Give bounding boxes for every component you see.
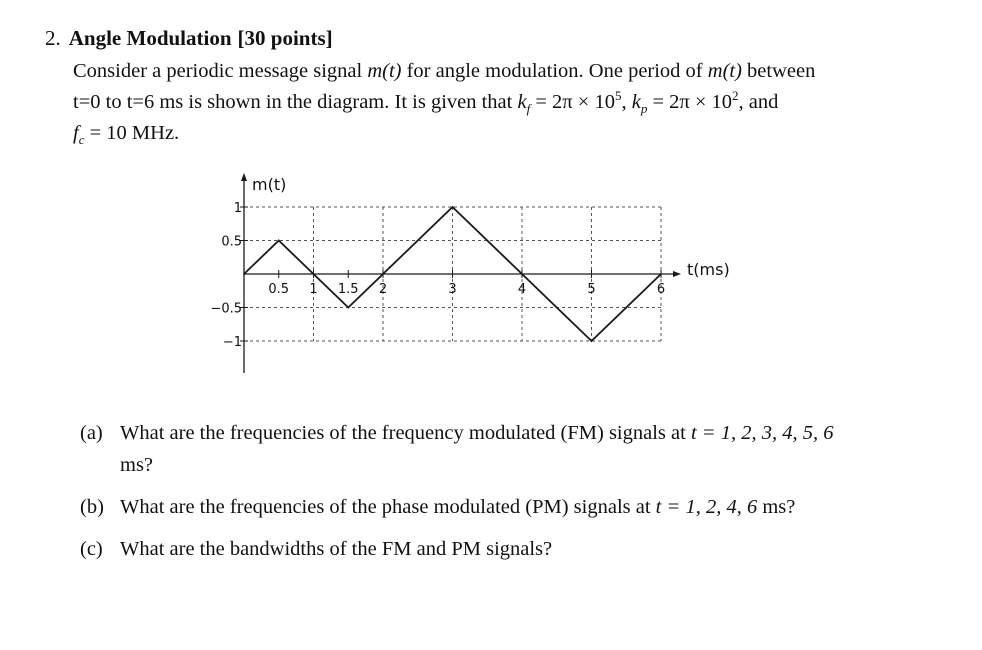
problem-title: Angle Modulation [68, 26, 232, 50]
question-text: What are the frequencies of the phase modulated (PM) signals at [120, 496, 656, 518]
question-tail: ms? [757, 496, 796, 518]
problem-heading [45, 26, 333, 51]
intro-text: Consider a periodic message signal [73, 60, 368, 82]
y-axis-label: m(t) [252, 175, 287, 194]
tick-layer [210, 201, 665, 350]
fc-value: = 10 MHz. [84, 122, 180, 144]
kp-subscript: p [640, 101, 648, 117]
y-tick-label: 0.5 [221, 234, 242, 250]
x-tick-label: 0.5 [268, 282, 290, 297]
x-tick-label: 1.5 [337, 282, 359, 297]
x-tick-label: 2 [378, 282, 388, 297]
data-point [278, 240, 280, 242]
kp-value: = 2π × 10 [647, 91, 733, 113]
x-tick-label: 6 [656, 282, 666, 297]
question-label: (a) [80, 422, 103, 444]
intro-text: for angle modulation. One period of [401, 60, 708, 82]
x-axis-label: t(ms) [687, 260, 730, 279]
y-tick-label: 1 [233, 201, 242, 216]
message-signal-chart [200, 165, 760, 385]
intro-line-2 [73, 87, 933, 118]
question-label: (c) [80, 538, 103, 560]
kf-letter: k [517, 91, 527, 113]
x-tick-label: 1 [309, 282, 318, 297]
data-point [660, 273, 662, 275]
kp-symbol [631, 91, 648, 117]
data-point [243, 273, 245, 275]
fc-letter: f [73, 122, 79, 144]
problem-points: [30 points] [237, 26, 333, 50]
kf-subscript: f [526, 101, 531, 117]
message-signal-symbol: m(t) [367, 60, 402, 82]
x-tick-label: 5 [587, 282, 596, 297]
question-math: t = 1, 2, 4, 6 [655, 496, 758, 518]
question-math: t = 1, 2, 3, 4, 5, 6 [690, 422, 834, 444]
intro-line-1 [73, 56, 933, 87]
intro-text: between [741, 60, 816, 82]
question-label: (b) [80, 496, 104, 518]
data-point [347, 307, 349, 309]
intro-text: , and [738, 91, 779, 113]
data-point [452, 206, 454, 208]
x-axis-arrow-icon [673, 271, 681, 277]
y-tick-label: −1 [222, 335, 242, 350]
question-continuation: ms? [120, 454, 154, 476]
x-tick-label: 3 [448, 282, 457, 297]
problem-number: 2. [45, 26, 61, 50]
message-signal-symbol: m(t) [707, 60, 742, 82]
intro-text: t=0 to t=6 ms is shown in the diagram. It is given that [73, 91, 518, 113]
x-tick-label: 4 [517, 282, 527, 297]
kp-letter: k [631, 91, 641, 113]
kf-value: = 2π × 10 [530, 91, 615, 113]
kp-exponent: 2 [732, 88, 739, 104]
fc-symbol [73, 122, 85, 148]
data-point [591, 340, 593, 342]
y-axis-arrow-icon [241, 173, 247, 181]
question-b [80, 496, 795, 519]
problem-intro [73, 56, 933, 149]
intro-text: , [621, 91, 632, 113]
kf-symbol [517, 91, 531, 117]
y-tick-label: −0.5 [210, 301, 242, 317]
question-a [80, 422, 834, 476]
question-c [80, 538, 552, 561]
question-text: What are the bandwidths of the FM and PM signals? [120, 538, 553, 560]
question-text: What are the frequencies of the frequency modulated (FM) signals at [120, 422, 691, 444]
axis-layer [241, 173, 681, 373]
intro-line-3 [73, 118, 933, 149]
kf-exponent: 5 [614, 88, 622, 104]
message-signal-figure [200, 165, 760, 385]
fc-subscript: c [78, 132, 85, 148]
